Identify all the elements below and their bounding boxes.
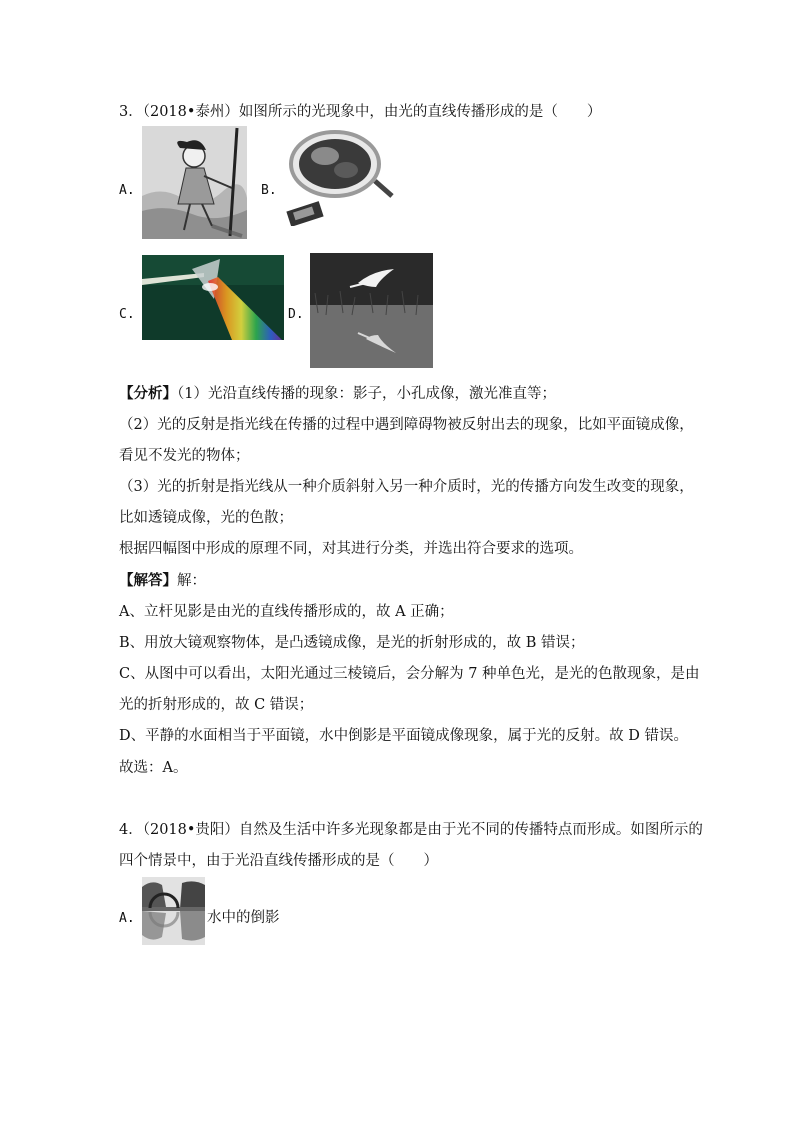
answer-tag: 【解答】 — [119, 572, 177, 589]
q3-analysis-line-3: 看见不发光的物体； — [119, 448, 250, 464]
q3-analysis-line-5: 比如透镜成像，光的色散； — [119, 510, 293, 526]
q3-answer-line-4: 光的折射形成的，故 C 错误； — [119, 697, 314, 713]
q4-stem-line-1: 4．（2018•贵阳）自然及生活中许多光现象都是由于光不同的传播特点而形成。如图所示的 — [119, 822, 703, 838]
q3-option-a-label: A. — [119, 183, 135, 198]
q3-analysis-line-6: 根据四幅图中形成的原理不同，对其进行分类，并选出符合要求的选项。 — [119, 541, 583, 557]
q3-option-b-label: B. — [261, 183, 277, 198]
q3-option-a-image — [142, 126, 247, 239]
q3-answer-header — [119, 571, 206, 591]
q3-analysis-line-4: （3）光的折射是指光线从一种介质斜射入另一种介质时，光的传播方向发生改变的现象， — [119, 479, 694, 495]
q3-answer-line-6: 故选：A。 — [119, 760, 188, 776]
q3-option-b-image — [280, 126, 395, 226]
analysis-tag: 【分析】 — [119, 385, 177, 402]
q3-answer-line-5: D、平静的水面相当于平面镜，水中倒影是平面镜成像现象，属于光的反射。故 D 错误。 — [119, 728, 688, 744]
q4-option-a-image — [142, 877, 205, 945]
q3-stem: 3．（2018•泰州）如图所示的光现象中，由光的直线传播形成的是（ ） — [119, 104, 602, 120]
q4-option-a-caption: 水中的倒影 — [207, 910, 280, 926]
q4-option-a-label: A. — [119, 911, 135, 926]
q4-stem-line-2: 四个情景中，由于光沿直线传播形成的是（ ） — [119, 853, 438, 869]
q3-answer-line-2: B、用放大镜观察物体，是凸透镜成像，是光的折射形成的，故 B 错误； — [119, 635, 585, 651]
answer-lead: 解： — [177, 573, 206, 589]
analysis-text: （1）光沿直线传播的现象：影子，小孔成像，激光准直等； — [177, 386, 556, 402]
q3-answer-line-3: C、从图中可以看出，太阳光通过三棱镜后，会分解为 7 种单色光，是光的色散现象，是由 — [119, 666, 700, 682]
q3-option-c-image — [142, 255, 284, 340]
q3-analysis-line-2: （2）光的反射是指光线在传播的过程中遇到障碍物被反射出去的现象，比如平面镜成像， — [119, 417, 694, 433]
q3-analysis-line-1 — [119, 384, 556, 404]
q3-option-d-image — [310, 253, 433, 368]
q3-option-d-label: D. — [288, 307, 304, 322]
q3-answer-line-1: A、立杆见影是由光的直线传播形成的，故 A 正确； — [119, 604, 454, 620]
q3-option-c-label: C. — [119, 307, 135, 322]
